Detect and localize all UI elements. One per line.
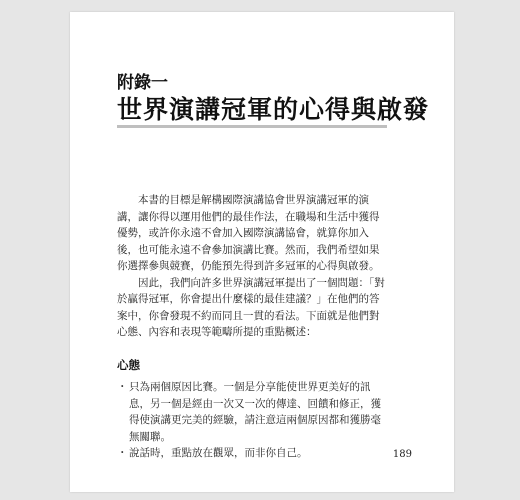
mindset-list <box>117 379 387 462</box>
paragraph-intro: 本書的目標是解構國際演講協會世界演講冠軍的演講，讓你得以運用他們的最佳作法，在職場和生活中獲得優勢，或許你永遠不會加入國際演講協會，就算你加入後，也可能永遠不會參加演講比賽。然而，我們希望如果你選擇參與競賽，仍能預先得到許多冠軍的心得與啟發。 <box>117 194 380 272</box>
paragraph-question: 因此，我們向許多世界演講冠軍提出了一個問題：「對於贏得冠軍，你會提出什麼樣的最佳建議？」在他們的答案中，你會發現不約而同且一貫的看法。下面就是他們對心態、內容和表現等範疇所提的重點概述： <box>117 276 385 338</box>
bullet-mark: ・ <box>117 447 128 459</box>
list-item-text: 說話時，重點放在觀眾，而非你自己。 <box>129 447 308 459</box>
list-item <box>117 379 387 445</box>
book-page <box>70 12 454 492</box>
title-divider <box>117 125 387 128</box>
appendix-label: 附錄一 <box>117 73 168 93</box>
list-item-text: 只為兩個原因比賽。一個是分享能使世界更美好的訊息，另一個是經由一次又一次的傳達、回饋和修正，獲得使演講更完美的經驗，請注意這兩個原因都和獲勝毫無關聯。 <box>129 381 381 443</box>
page-number: 189 <box>392 449 412 460</box>
chapter-title: 世界演講冠軍的心得與啟發 <box>117 95 430 124</box>
section-heading-mindset: 心態 <box>117 357 140 372</box>
list-item <box>117 445 387 462</box>
body-text <box>117 192 387 462</box>
bullet-mark: ・ <box>117 381 128 393</box>
